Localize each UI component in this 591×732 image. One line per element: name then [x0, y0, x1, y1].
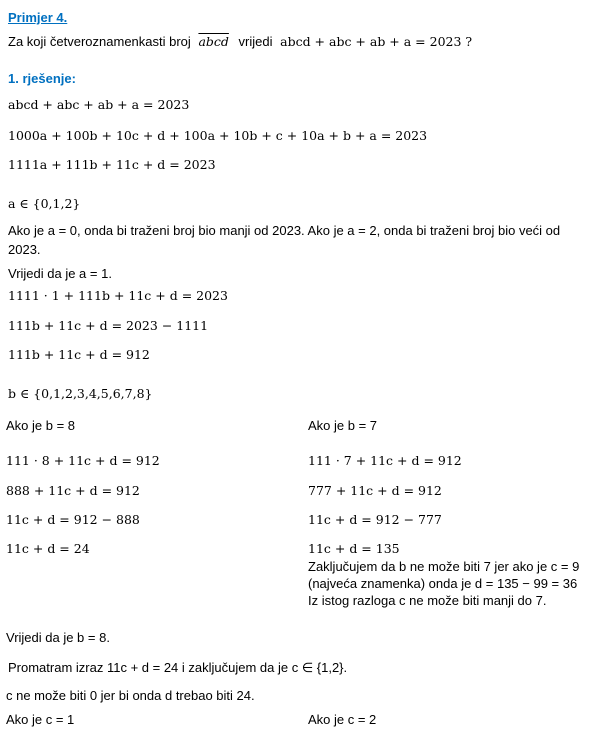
case-b7-note-1: Zaključujem da b ne može biti 7 jer ako je c = 9	[308, 559, 580, 574]
c-note: c ne može biti 0 jer bi onda d trebao biti 24.	[6, 688, 255, 703]
question-number: abcd	[198, 34, 229, 49]
case-c1-heading: Ako je c = 1	[6, 712, 75, 727]
case-b7-line-4: 11c + d = 135	[308, 541, 400, 556]
case-b7-heading: Ako je b = 7	[308, 418, 378, 433]
case-b7-line-3: 11c + d = 912 − 777	[308, 512, 442, 527]
question-text-mid: vrijedi	[238, 34, 273, 49]
promatram-line: Promatram izraz 11c + d = 24 i zaključujem da je c ∈ {1,2}.	[8, 660, 348, 675]
case-b7-note-3: Iz istog razloga c ne može biti manji do 7.	[308, 593, 547, 608]
vrijedi-a: Vrijedi da je a = 1.	[8, 266, 112, 281]
step-b-1: 1111 · 1 + 111b + 11c + d = 2023	[8, 288, 228, 303]
step-b-3: 111b + 11c + d = 912	[8, 347, 150, 362]
example-title: Primjer 4.	[8, 10, 68, 25]
question-equation: abcd + abc + ab + a = 2023 ?	[280, 34, 473, 49]
step-3: 1111a + 111b + 11c + d = 2023	[8, 157, 216, 172]
case-b7-line-2: 777 + 11c + d = 912	[308, 483, 442, 498]
step-b-4: b ∈ {0,1,2,3,4,5,6,7,8}	[8, 386, 153, 401]
case-b8-line-1: 111 · 8 + 11c + d = 912	[6, 453, 160, 468]
case-b8-heading: Ako je b = 8	[6, 418, 76, 433]
vrijedi-b: Vrijedi da je b = 8.	[6, 630, 110, 645]
step-b-2: 111b + 11c + d = 2023 − 1111	[8, 318, 209, 333]
step-1: abcd + abc + ab + a = 2023	[8, 97, 190, 112]
case-b8-line-2: 888 + 11c + d = 912	[6, 483, 140, 498]
case-b8-line-3: 11c + d = 912 − 888	[6, 512, 140, 527]
question-text-before: Za koji četveroznamenkasti broj	[8, 34, 191, 49]
case-b7-line-1: 111 · 7 + 11c + d = 912	[308, 453, 462, 468]
step-4: a ∈ {0,1,2}	[8, 196, 81, 211]
step-2: 1000a + 100b + 10c + d + 100a + 10b + c + 10a + b + a = 2023	[8, 128, 428, 143]
para-a-line-1: Ako je a = 0, onda bi traženi broj bio manji od 2023. Ako je a = 2, onda bi traženi broj bio veći od	[8, 223, 561, 238]
question	[8, 34, 472, 50]
para-a-line-2: 2023.	[8, 242, 41, 257]
case-b7-note-2: (najveća znamenka) onda je d = 135 − 99 = 36	[308, 576, 578, 591]
solution-heading: 1. rješenje:	[8, 71, 76, 86]
case-b8-line-4: 11c + d = 24	[6, 541, 90, 556]
case-c2-heading: Ako je c = 2	[308, 712, 377, 727]
